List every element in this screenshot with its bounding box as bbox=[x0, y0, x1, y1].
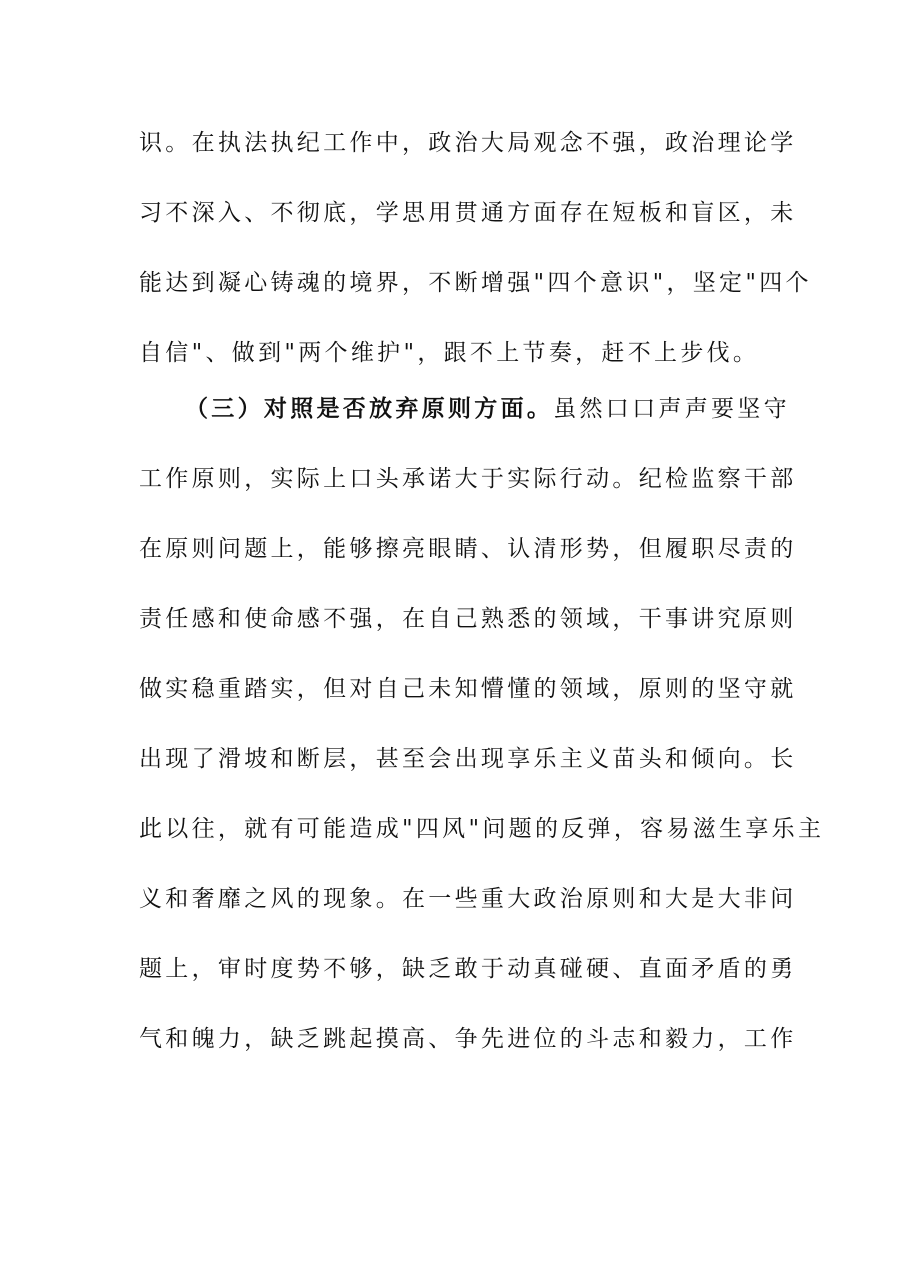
text-line: 责任感和使命感不强，在自己熟悉的领域，干事讲究原则 bbox=[139, 606, 797, 632]
text-line: 做实稳重踏实，但对自己未知懵懂的领域，原则的坚守就 bbox=[139, 676, 797, 702]
text-line: 在原则问题上，能够擦亮眼睛、认清形势，但履职尽责的 bbox=[139, 536, 797, 562]
text-line: 此以往，就有可能造成"四风"问题的反弹，容易滋生享乐主 bbox=[139, 816, 825, 842]
text-line: 义和奢靡之风的现象。在一些重大政治原则和大是大非问 bbox=[139, 886, 797, 912]
text-line: 能达到凝心铸魂的境界，不断增强"四个意识"，坚定"四个 bbox=[139, 270, 812, 296]
text-line: 习不深入、不彻底，学思用贯通方面存在短板和盲区，未 bbox=[139, 200, 797, 226]
section-heading: （三）对照是否放弃原则方面。 bbox=[185, 396, 554, 422]
text-line: 工作原则，实际上口头承诺大于实际行动。纪检监察干部 bbox=[139, 466, 797, 492]
text-run: 虽然口口声声要坚守 bbox=[553, 396, 790, 422]
paragraph-principles bbox=[139, 374, 825, 1074]
text-line: 自信"、做到"两个维护"，跟不上节奏，赶不上步伐。 bbox=[139, 340, 760, 366]
text-line: 气和魄力，缺乏跳起摸高、争先进位的斗志和毅力，工作 bbox=[139, 1026, 797, 1052]
text-line: 题上，审时度势不够，缺乏敢于动真碰硬、直面矛盾的勇 bbox=[139, 956, 797, 982]
paragraph-first-line bbox=[139, 374, 790, 444]
paragraph-political-awareness bbox=[139, 108, 812, 388]
text-line: 识。在执法执纪工作中，政治大局观念不强，政治理论学 bbox=[139, 130, 797, 156]
text-line: 出现了滑坡和断层，甚至会出现享乐主义苗头和倾向。长 bbox=[139, 746, 797, 772]
